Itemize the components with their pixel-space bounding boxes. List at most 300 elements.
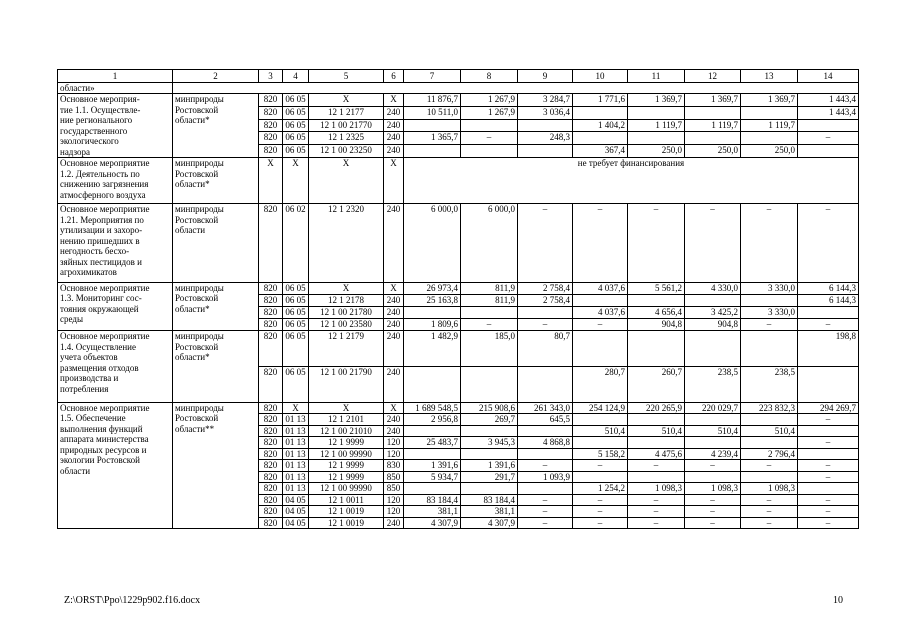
amount-cell: 83 184,4: [461, 494, 518, 506]
amount-cell: –: [741, 494, 798, 506]
table-body: [58, 70, 859, 529]
code-cell: 01 13: [283, 414, 309, 426]
code-cell: 120: [384, 494, 404, 506]
measure-name-line: атмосферного воздуха: [60, 189, 146, 200]
code-cell: 820: [259, 319, 283, 331]
measure-name-line: 1.2. Деятельность по: [60, 168, 140, 179]
amount-cell: 1 119,7: [741, 119, 798, 132]
column-header: 3: [259, 70, 283, 83]
code-cell: 240: [384, 517, 404, 529]
code-cell: 06 05: [283, 94, 309, 107]
budget-table-page: [57, 69, 858, 529]
measure-name-line: 1.5. Обеспечение: [60, 413, 126, 424]
amount-cell: [461, 119, 518, 132]
code-cell: 820: [259, 119, 283, 132]
amount-cell: 2 758,4: [518, 282, 573, 294]
amount-cell: [461, 425, 518, 437]
amount-cell: [518, 306, 573, 318]
code-cell: 830: [384, 460, 404, 472]
measure-name-line: негодность бесхо-: [60, 246, 130, 257]
amount-cell: [798, 306, 859, 318]
code-cell: 240: [384, 106, 404, 119]
amount-cell: [518, 448, 573, 460]
amount-cell: 3 330,0: [741, 282, 798, 294]
code-cell: 12 1 0019: [309, 506, 384, 518]
code-cell: 12 1 9999: [309, 471, 384, 483]
code-cell: 01 13: [283, 448, 309, 460]
measure-name-line: государственного: [60, 125, 128, 136]
code-cell: X: [384, 158, 404, 204]
code-cell: X: [309, 158, 384, 204]
executor-line: Ростовской: [175, 293, 219, 304]
code-cell: 06 05: [283, 282, 309, 294]
amount-cell: 250,0: [741, 145, 798, 158]
code-cell: 12 1 00 21790: [309, 367, 384, 403]
code-cell: 820: [259, 306, 283, 318]
column-header: 9: [518, 70, 573, 83]
amount-cell: [461, 448, 518, 460]
column-header: 10: [573, 70, 628, 83]
code-cell: 120: [384, 506, 404, 518]
amount-cell: –: [798, 204, 859, 282]
amount-cell: 294 269,7: [798, 402, 859, 414]
code-cell: 01 13: [283, 460, 309, 472]
code-cell: 820: [259, 471, 283, 483]
amount-cell: 6 000,0: [404, 204, 461, 282]
measure-name-line: утилизации и захоро-: [60, 225, 143, 236]
measure-name: [58, 331, 173, 403]
code-cell: X: [283, 158, 309, 204]
amount-cell: [741, 414, 798, 426]
table-row: [58, 282, 859, 294]
amount-cell: 367,4: [573, 145, 628, 158]
amount-cell: 904,8: [685, 319, 741, 331]
amount-cell: 238,5: [741, 367, 798, 403]
code-cell: 04 05: [283, 494, 309, 506]
measure-name-line: нению пришедших в: [60, 235, 140, 246]
executor-line: Ростовской: [175, 168, 219, 179]
amount-cell: 269,7: [461, 414, 518, 426]
amount-cell: 381,1: [404, 506, 461, 518]
amount-cell: 6 000,0: [461, 204, 518, 282]
amount-cell: –: [798, 506, 859, 518]
column-header: 5: [309, 70, 384, 83]
amount-cell: 1 098,3: [741, 483, 798, 495]
amount-cell: 904,8: [628, 319, 685, 331]
code-cell: X: [384, 282, 404, 294]
executor-line: минприроды: [175, 94, 224, 104]
amount-cell: 250,0: [628, 145, 685, 158]
amount-cell: 1 771,6: [573, 94, 628, 107]
measure-name-line: тояния окружающей: [60, 303, 139, 314]
amount-cell: 3 425,2: [685, 306, 741, 318]
amount-cell: 250,0: [685, 145, 741, 158]
code-cell: 01 13: [283, 437, 309, 449]
measure-name-line: потребления: [60, 383, 109, 394]
code-cell: 240: [384, 425, 404, 437]
code-cell: 120: [384, 437, 404, 449]
code-cell: 12 1 00 23580: [309, 319, 384, 331]
amount-cell: [518, 425, 573, 437]
amount-cell: [461, 483, 518, 495]
code-cell: 820: [259, 414, 283, 426]
amount-cell: –: [798, 319, 859, 331]
amount-cell: [628, 294, 685, 306]
code-cell: 12 1 2320: [309, 204, 384, 282]
amount-cell: 510,4: [741, 425, 798, 437]
amount-cell: –: [628, 506, 685, 518]
executor-line: области*: [175, 179, 210, 189]
table-row: [58, 331, 859, 367]
amount-cell: 3 036,4: [518, 106, 573, 119]
amount-cell: 261 343,0: [518, 402, 573, 414]
executor-line: Ростовской: [175, 214, 219, 225]
code-cell: 820: [259, 94, 283, 107]
code-cell: 06 05: [283, 367, 309, 403]
code-cell: 820: [259, 483, 283, 495]
amount-cell: 5 561,2: [628, 282, 685, 294]
amount-cell: 645,5: [518, 414, 573, 426]
amount-cell: –: [798, 471, 859, 483]
amount-cell: 4 307,9: [461, 517, 518, 529]
amount-cell: [685, 132, 741, 145]
amount-cell: [685, 437, 741, 449]
code-cell: 240: [384, 331, 404, 367]
amount-cell: [628, 106, 685, 119]
code-cell: 820: [259, 331, 283, 367]
executor: [173, 158, 259, 204]
code-cell: X: [309, 402, 384, 414]
amount-cell: [573, 132, 628, 145]
amount-cell: 1 443,4: [798, 94, 859, 107]
executor-line: минприроды: [175, 158, 224, 168]
no-funding-note: не требует финансирования: [404, 158, 859, 204]
amount-cell: 1 267,9: [461, 94, 518, 107]
code-cell: 06 05: [283, 132, 309, 145]
amount-cell: [404, 367, 461, 403]
amount-cell: [573, 414, 628, 426]
amount-cell: [461, 367, 518, 403]
measure-name: [58, 204, 173, 282]
measure-name-line: природных ресурсов и: [60, 444, 147, 455]
code-cell: 12 1 2177: [309, 106, 384, 119]
amount-cell: –: [685, 460, 741, 472]
code-cell: 01 13: [283, 483, 309, 495]
amount-cell: 3 284,7: [518, 94, 573, 107]
amount-cell: [461, 306, 518, 318]
code-cell: 06 05: [283, 319, 309, 331]
amount-cell: –: [628, 460, 685, 472]
amount-cell: [798, 448, 859, 460]
code-cell: 12 1 00 21770: [309, 119, 384, 132]
code-cell: 12 1 2101: [309, 414, 384, 426]
amount-cell: 254 124,9: [573, 402, 628, 414]
amount-cell: –: [685, 506, 741, 518]
executor: [173, 94, 259, 158]
code-cell: 12 1 2178: [309, 294, 384, 306]
amount-cell: –: [798, 132, 859, 145]
amount-cell: [741, 437, 798, 449]
executor-line: области*: [175, 352, 210, 363]
column-header: 7: [404, 70, 461, 83]
measure-name-line: Основное мероприя-: [60, 94, 140, 104]
amount-cell: 1 098,3: [628, 483, 685, 495]
continuation-text: области»: [58, 82, 173, 94]
amount-cell: –: [518, 494, 573, 506]
amount-cell: –: [518, 517, 573, 529]
code-cell: X: [259, 158, 283, 204]
code-cell: 06 05: [283, 119, 309, 132]
amount-cell: [518, 367, 573, 403]
executor-line: области: [175, 225, 206, 236]
amount-cell: –: [573, 460, 628, 472]
measure-name-line: снижению загрязнения: [60, 179, 149, 189]
amount-cell: 2 758,4: [518, 294, 573, 306]
amount-cell: [685, 106, 741, 119]
amount-cell: –: [741, 460, 798, 472]
code-cell: 820: [259, 494, 283, 506]
measure-name-line: Основное мероприятие: [60, 204, 150, 215]
amount-cell: 5 158,2: [573, 448, 628, 460]
amount-cell: [573, 437, 628, 449]
column-header: 2: [173, 70, 259, 83]
code-cell: 820: [259, 294, 283, 306]
amount-cell: –: [573, 506, 628, 518]
measure-name-line: 1.4. Осуществление: [60, 341, 136, 352]
page-number: 10: [833, 595, 843, 606]
measure-name-line: ние регионального: [60, 115, 133, 125]
measure-name-line: Основное мероприятие: [60, 331, 150, 342]
amount-cell: [404, 306, 461, 318]
amount-cell: 1 809,6: [404, 319, 461, 331]
amount-cell: [461, 145, 518, 158]
amount-cell: [741, 471, 798, 483]
table-row: [58, 402, 859, 414]
column-header: 4: [283, 70, 309, 83]
file-path: Z:\ORST\Ppo\1229p902.f16.docx: [64, 595, 201, 606]
measure-name: [58, 158, 173, 204]
amount-cell: [798, 367, 859, 403]
measure-name: [58, 282, 173, 331]
amount-cell: 4 868,8: [518, 437, 573, 449]
code-cell: 01 13: [283, 425, 309, 437]
code-cell: 12 1 00 21780: [309, 306, 384, 318]
amount-cell: 10 511,0: [404, 106, 461, 119]
code-cell: X: [309, 282, 384, 294]
executor-line: минприроды: [175, 204, 224, 215]
amount-cell: 4 330,0: [685, 282, 741, 294]
code-cell: 240: [384, 294, 404, 306]
column-header: 13: [741, 70, 798, 83]
code-cell: 850: [384, 483, 404, 495]
budget-table: [57, 69, 859, 529]
amount-cell: 1 098,3: [685, 483, 741, 495]
amount-cell: 4 037,6: [573, 282, 628, 294]
code-cell: 820: [259, 425, 283, 437]
amount-cell: 4 037,6: [573, 306, 628, 318]
amount-cell: –: [573, 517, 628, 529]
header-row: [58, 70, 859, 83]
amount-cell: –: [628, 204, 685, 282]
code-cell: 06 05: [283, 145, 309, 158]
amount-cell: [741, 294, 798, 306]
amount-cell: 510,4: [628, 425, 685, 437]
amount-cell: [518, 119, 573, 132]
column-header: 1: [58, 70, 173, 83]
amount-cell: 260,7: [628, 367, 685, 403]
amount-cell: 2 956,8: [404, 414, 461, 426]
column-header: 8: [461, 70, 518, 83]
code-cell: 120: [384, 448, 404, 460]
measure-name-line: аппарата министерства: [60, 434, 149, 445]
amount-cell: 1 119,7: [628, 119, 685, 132]
amount-cell: –: [628, 494, 685, 506]
amount-cell: [518, 483, 573, 495]
measure-name-line: Основное мероприятие: [60, 158, 150, 168]
table-row: [58, 158, 859, 204]
amount-cell: –: [461, 132, 518, 145]
executor-line: Ростовской: [175, 341, 219, 352]
amount-cell: [741, 132, 798, 145]
amount-cell: 510,4: [685, 425, 741, 437]
code-cell: 12 1 0019: [309, 517, 384, 529]
code-cell: 12 1 00 99990: [309, 448, 384, 460]
code-cell: 820: [259, 448, 283, 460]
amount-cell: [404, 425, 461, 437]
amount-cell: 83 184,4: [404, 494, 461, 506]
measure-name-line: среды: [60, 314, 83, 325]
code-cell: 240: [384, 145, 404, 158]
code-cell: 820: [259, 517, 283, 529]
measure-name-line: 1.3. Мониторинг сос-: [60, 293, 142, 304]
amount-cell: –: [518, 204, 573, 282]
amount-cell: 1 689 548,5: [404, 402, 461, 414]
code-cell: 04 05: [283, 506, 309, 518]
amount-cell: 1 267,9: [461, 106, 518, 119]
amount-cell: 811,9: [461, 294, 518, 306]
amount-cell: 811,9: [461, 282, 518, 294]
code-cell: 12 1 2179: [309, 331, 384, 367]
amount-cell: 248,3: [518, 132, 573, 145]
code-cell: 06 02: [283, 204, 309, 282]
column-header: 6: [384, 70, 404, 83]
amount-cell: [628, 437, 685, 449]
measure-name-line: экологии Ростовской: [60, 455, 140, 466]
amount-cell: 1 369,7: [685, 94, 741, 107]
amount-cell: [518, 145, 573, 158]
code-cell: 820: [259, 460, 283, 472]
code-cell: 06 05: [283, 306, 309, 318]
amount-cell: [573, 294, 628, 306]
code-cell: X: [309, 94, 384, 107]
amount-cell: 223 832,3: [741, 402, 798, 414]
amount-cell: –: [518, 506, 573, 518]
amount-cell: 25 483,7: [404, 437, 461, 449]
measure-name: [58, 94, 173, 158]
amount-cell: 11 876,7: [404, 94, 461, 107]
measure-name-line: области: [60, 465, 91, 476]
code-cell: 820: [259, 282, 283, 294]
code-cell: 06 05: [283, 106, 309, 119]
amount-cell: [404, 119, 461, 132]
code-cell: 850: [384, 471, 404, 483]
code-cell: 820: [259, 367, 283, 403]
code-cell: 12 1 2325: [309, 132, 384, 145]
amount-cell: –: [741, 506, 798, 518]
executor-line: области**: [175, 423, 215, 434]
table-row: [58, 204, 859, 282]
code-cell: 820: [259, 145, 283, 158]
code-cell: X: [283, 402, 309, 414]
measure-name-line: зяйных пестицидов и: [60, 256, 142, 267]
amount-cell: –: [628, 517, 685, 529]
amount-cell: 25 163,8: [404, 294, 461, 306]
amount-cell: [404, 448, 461, 460]
code-cell: 820: [259, 506, 283, 518]
amount-cell: 3 945,3: [461, 437, 518, 449]
code-cell: 240: [384, 319, 404, 331]
amount-cell: 5 934,7: [404, 471, 461, 483]
continuation-row: [58, 82, 859, 94]
code-cell: 240: [384, 367, 404, 403]
measure-name-line: производства и: [60, 373, 119, 384]
amount-cell: 26 973,4: [404, 282, 461, 294]
column-header: 12: [685, 70, 741, 83]
code-cell: 240: [384, 204, 404, 282]
amount-cell: 4 656,4: [628, 306, 685, 318]
code-cell: X: [384, 94, 404, 107]
amount-cell: –: [798, 460, 859, 472]
measure-name-line: учета объектов: [60, 352, 118, 363]
amount-cell: [685, 414, 741, 426]
amount-cell: 381,1: [461, 506, 518, 518]
table-row: [58, 94, 859, 107]
measure-name-line: экологического: [60, 136, 119, 146]
amount-cell: 4 307,9: [404, 517, 461, 529]
code-cell: 240: [384, 132, 404, 145]
measure-name-line: надзора: [60, 146, 90, 157]
code-cell: 12 1 0011: [309, 494, 384, 506]
amount-cell: [798, 425, 859, 437]
code-cell: X: [384, 402, 404, 414]
executor: [173, 204, 259, 282]
amount-cell: –: [741, 319, 798, 331]
amount-cell: 1 369,7: [628, 94, 685, 107]
amount-cell: [573, 471, 628, 483]
code-cell: 820: [259, 402, 283, 414]
amount-cell: 280,7: [573, 367, 628, 403]
amount-cell: –: [798, 517, 859, 529]
amount-cell: [628, 331, 685, 367]
amount-cell: –: [573, 204, 628, 282]
amount-cell: 1 443,4: [798, 106, 859, 119]
code-cell: 240: [384, 306, 404, 318]
executor: [173, 282, 259, 331]
code-cell: 12 1 9999: [309, 460, 384, 472]
executor-line: области*: [175, 303, 210, 314]
amount-cell: 215 908,6: [461, 402, 518, 414]
amount-cell: 510,4: [573, 425, 628, 437]
executor-line: Ростовской: [175, 104, 219, 115]
amount-cell: 1 365,7: [404, 132, 461, 145]
code-cell: 12 1 00 99990: [309, 483, 384, 495]
amount-cell: [741, 331, 798, 367]
executor-line: области*: [175, 115, 210, 125]
amount-cell: –: [741, 517, 798, 529]
code-cell: 12 1 00 21010: [309, 425, 384, 437]
amount-cell: 198,8: [798, 331, 859, 367]
measure-name-line: выполнения функций: [60, 423, 143, 434]
